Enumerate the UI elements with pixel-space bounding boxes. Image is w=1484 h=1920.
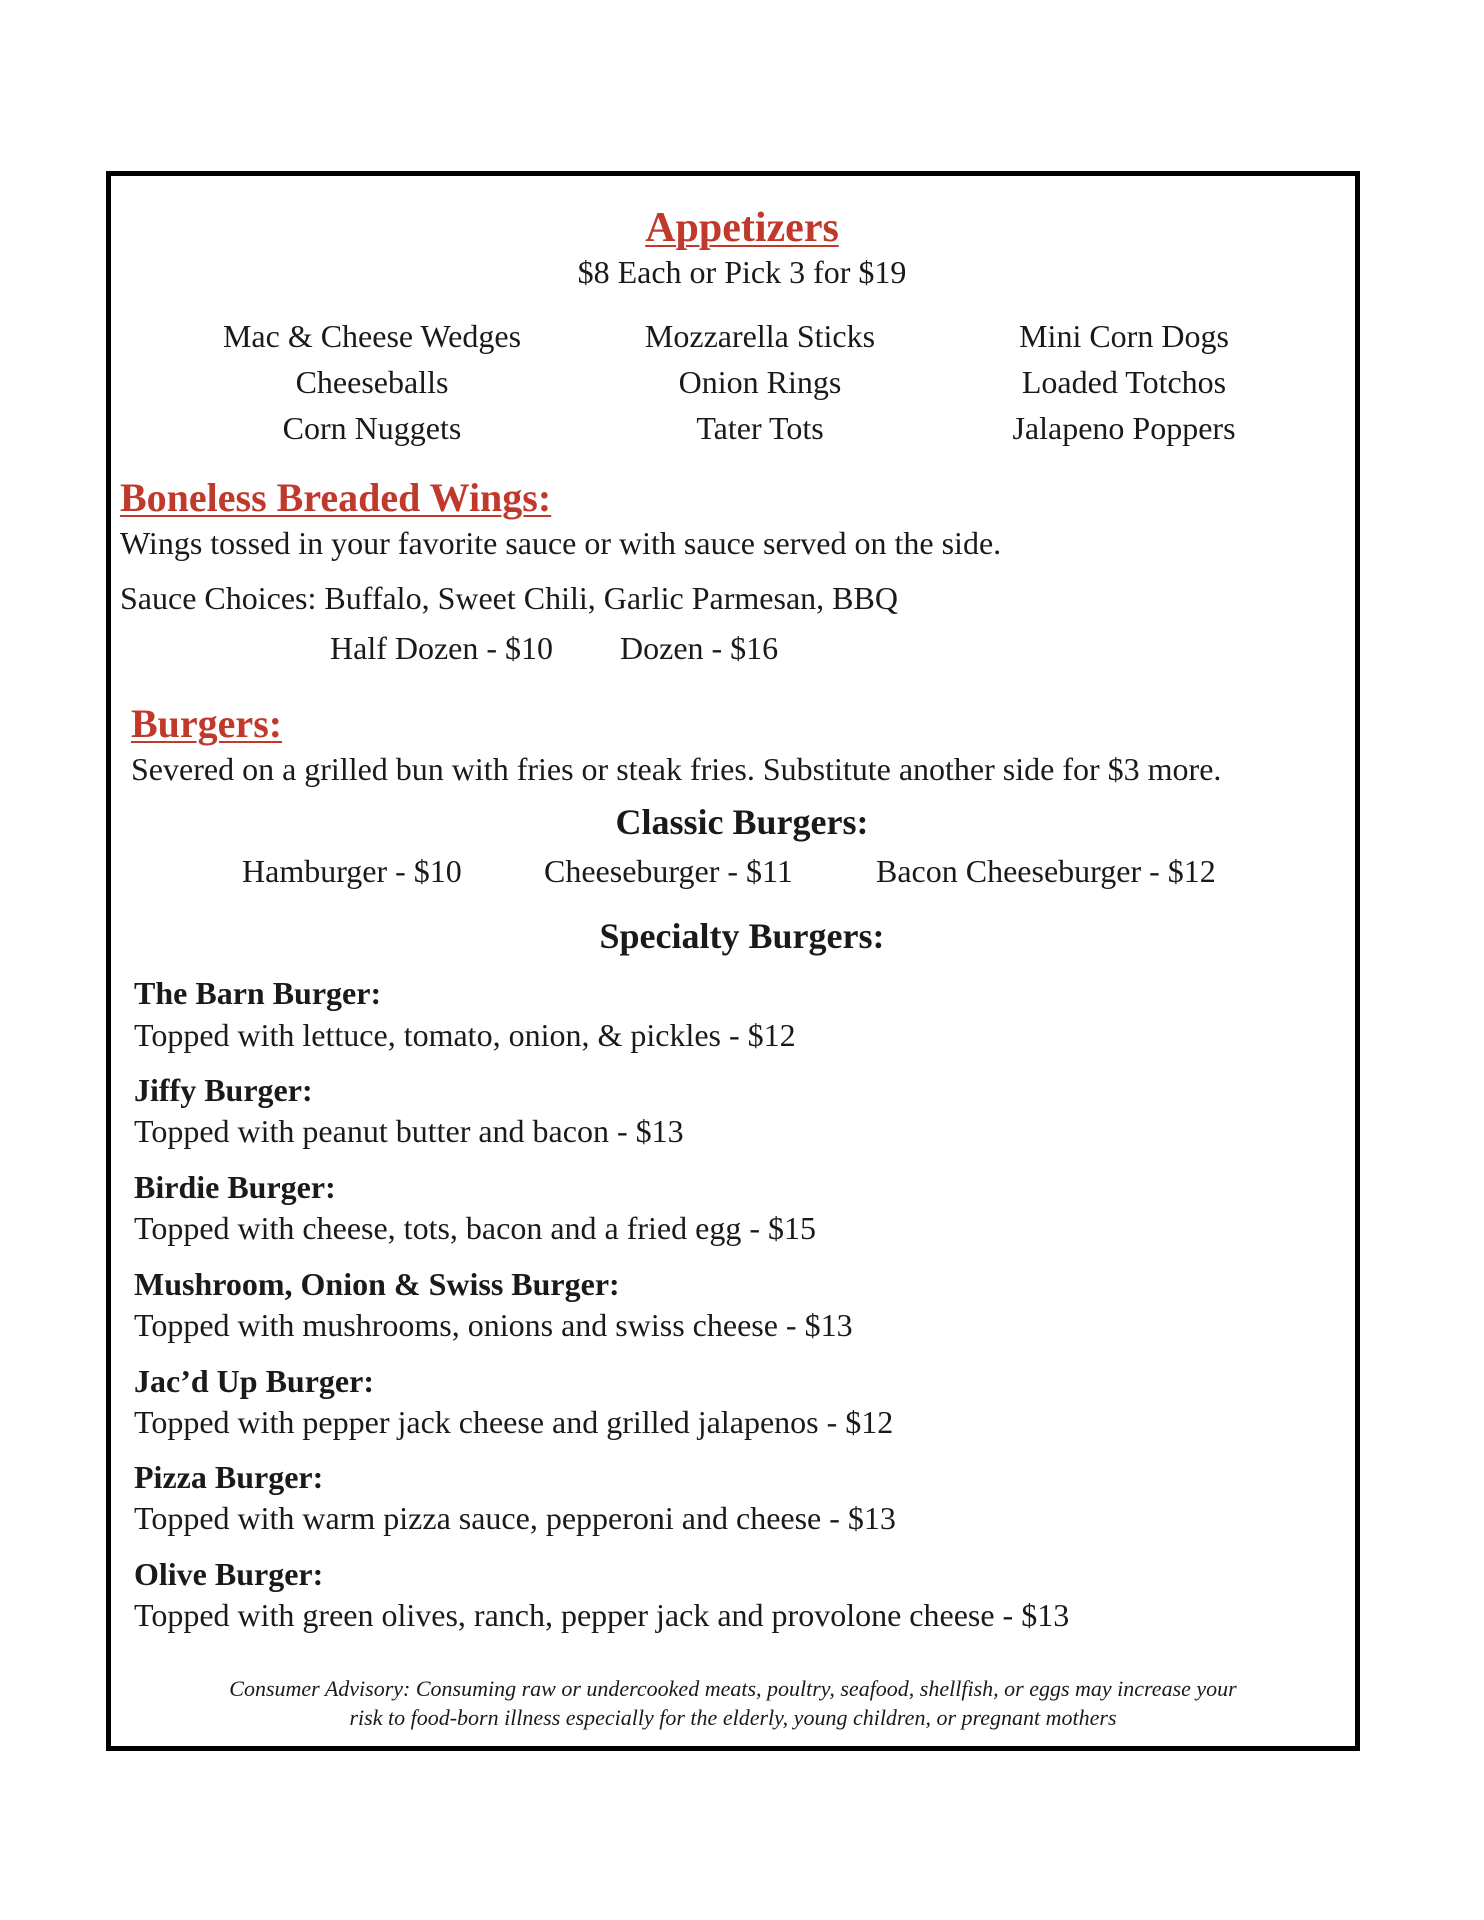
consumer-advisory [106, 1674, 1360, 1732]
specialty-burger-name: The Barn Burger: [134, 975, 382, 1011]
list-item: Loaded Totchos [1021, 364, 1227, 400]
advisory-line-2: risk to food-born illness especially for the elderly, young children, or pregnant mothers [349, 1705, 1117, 1730]
wings-description: Wings tossed in your favorite sauce or with sauce served on the side. [120, 525, 1002, 561]
specialty-burger-description: Topped with warm pizza sauce, pepperoni and cheese - $13 [134, 1500, 896, 1536]
specialty-burger-name: Jiffy Burger: [134, 1072, 313, 1108]
burgers-description: Severed on a grilled bun with fries or steak fries. Substitute another side for $3 more. [131, 751, 1222, 787]
list-item: Cheeseballs [295, 364, 449, 400]
classic-burger-hamburger: Hamburger - $10 [242, 853, 462, 889]
list-item: Mini Corn Dogs [1019, 318, 1229, 354]
classic-burgers-heading: Classic Burgers: [615, 802, 869, 842]
appetizers-pricing: $8 Each or Pick 3 for $19 [577, 254, 907, 290]
appetizer-column-1 [222, 313, 522, 451]
specialty-burger-description: Topped with mushrooms, onions and swiss cheese - $13 [134, 1307, 853, 1343]
appetizers-heading: Appetizers [645, 205, 839, 251]
classic-burger-cheeseburger: Cheeseburger - $11 [544, 853, 793, 889]
specialty-burger-description: Topped with cheese, tots, bacon and a fried egg - $15 [134, 1210, 816, 1246]
list-item: Corn Nuggets [282, 410, 462, 446]
list-item: Jalapeno Poppers [1012, 410, 1236, 446]
list-item: Mac & Cheese Wedges [222, 318, 522, 354]
wings-heading: Boneless Breaded Wings: [120, 475, 552, 520]
specialty-burger-name: Pizza Burger: [134, 1459, 324, 1495]
wings-dozen-price: Dozen - $16 [620, 630, 779, 666]
specialty-burger-description: Topped with peanut butter and bacon - $13 [134, 1113, 684, 1149]
burgers-heading: Burgers: [131, 701, 283, 746]
specialty-burger-description: Topped with green olives, ranch, pepper jack and provolone cheese - $13 [134, 1597, 1070, 1633]
appetizer-column-2 [610, 313, 910, 451]
specialty-burger-description: Topped with lettuce, tomato, onion, & pickles - $12 [134, 1017, 796, 1053]
specialty-burger-name: Jac’d Up Burger: [134, 1363, 374, 1399]
specialty-burger-name: Mushroom, Onion & Swiss Burger: [134, 1266, 620, 1302]
specialty-burger-name: Birdie Burger: [134, 1169, 336, 1205]
specialty-burger-name: Olive Burger: [134, 1556, 324, 1592]
specialty-burgers-heading: Specialty Burgers: [599, 916, 885, 956]
list-item: Onion Rings [678, 364, 842, 400]
list-item: Mozzarella Sticks [644, 318, 876, 354]
specialty-burger-description: Topped with pepper jack cheese and grilled jalapenos - $12 [134, 1404, 894, 1440]
list-item: Tater Tots [696, 410, 824, 446]
wings-sauce-choices: Sauce Choices: Buffalo, Sweet Chili, Garlic Parmesan, BBQ [120, 580, 898, 616]
appetizer-column-3 [974, 313, 1274, 451]
classic-burger-bacon-cheeseburger: Bacon Cheeseburger - $12 [876, 853, 1216, 889]
wings-half-dozen-price: Half Dozen - $10 [330, 630, 554, 666]
advisory-line-1: Consumer Advisory: Consuming raw or undercooked meats, poultry, seafood, shellfish, or eggs may increase your [229, 1676, 1237, 1701]
